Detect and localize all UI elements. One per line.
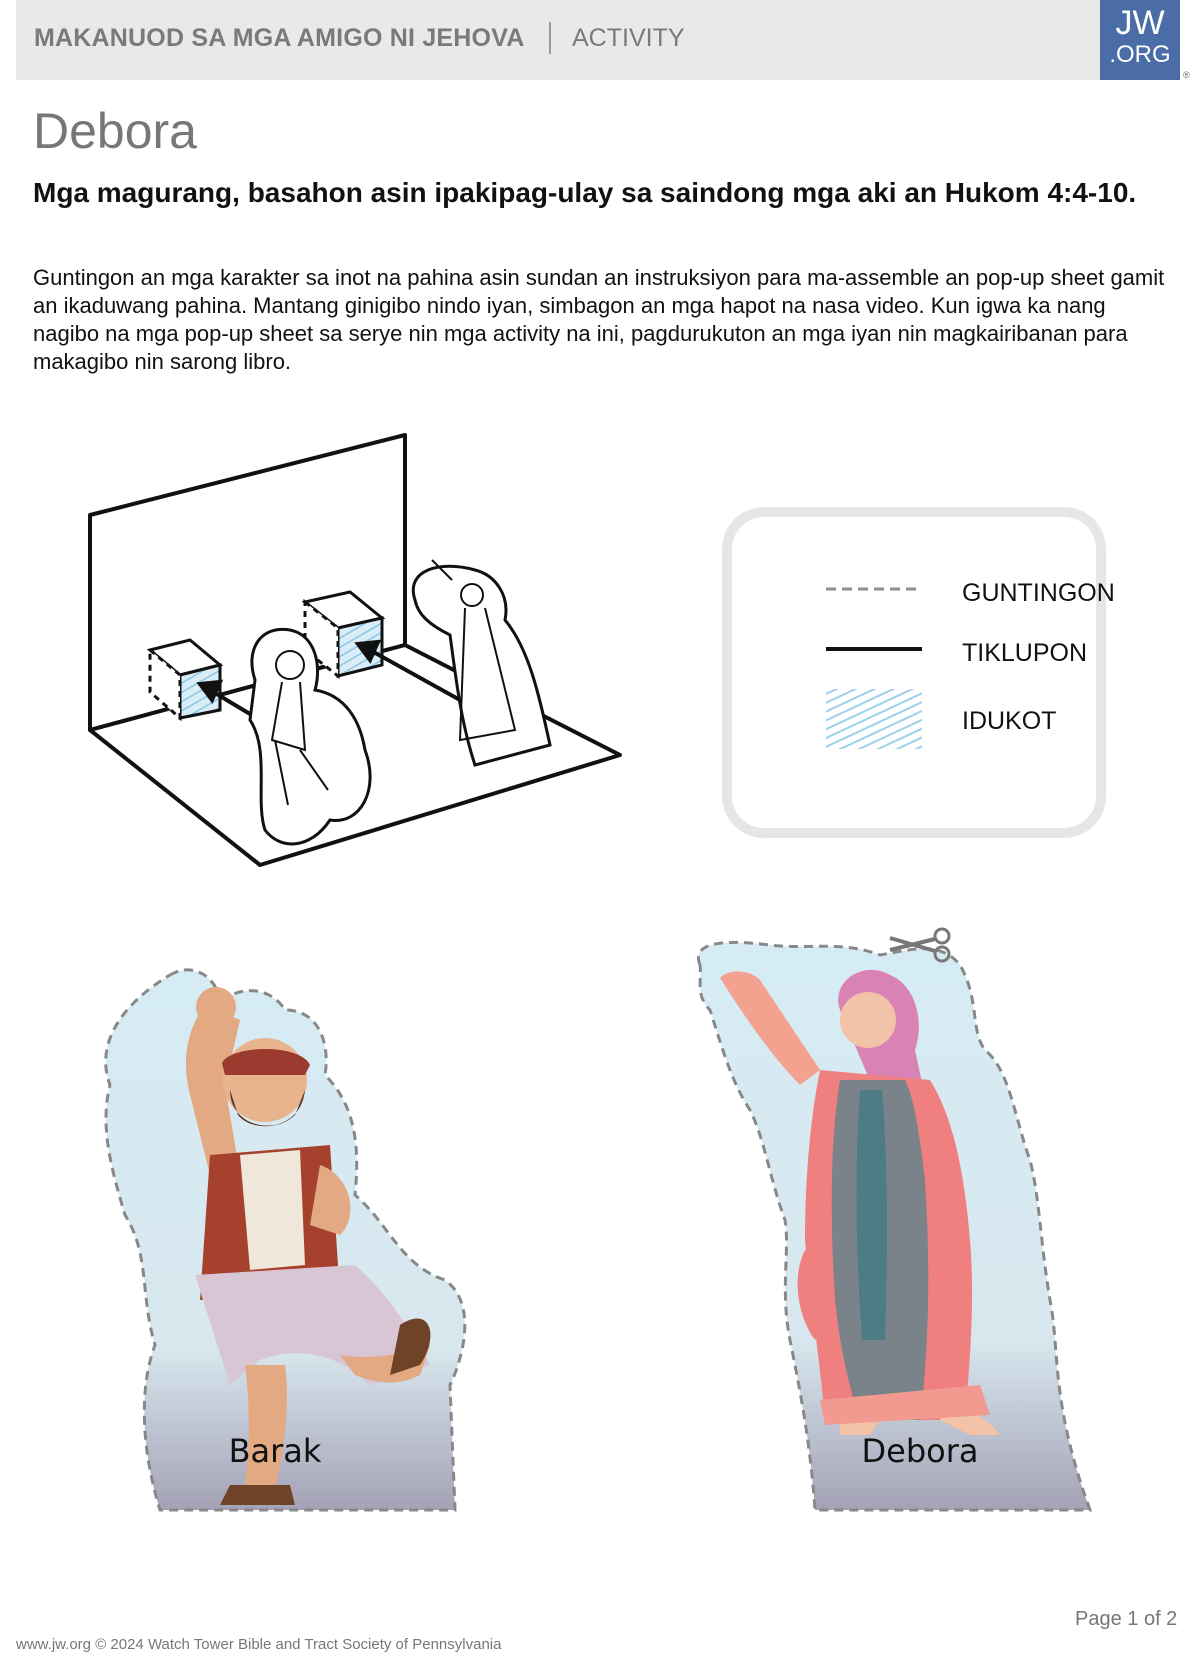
legend-swatches xyxy=(824,579,924,749)
barak-label: Barak xyxy=(228,1432,322,1470)
intro-paragraph: Guntingon an mga karakter sa inot na pahina asin sundan an instruksiyon para ma-assemble an pop-up sheet gamit an ikaduwang pahina. Mantang ginigibo nindo iyan, simbagon an mga hapot na nasa video. Kun igwa ka nang nagibo na mga pop-up sheet sa serye nin mga activity na ini, pagdurukuton an mga iyan nin magkairibanan para makagibo nin sarong libro. xyxy=(33,265,1165,374)
debora-label: Debora xyxy=(861,1432,979,1470)
copyright-footer: www.jw.org © 2024 Watch Tower Bible and Tract Society of Pennsylvania xyxy=(16,1636,502,1653)
page-title: Debora xyxy=(33,103,197,159)
popup-diagram xyxy=(60,420,640,920)
glue-swatch xyxy=(826,689,922,749)
header-bar xyxy=(16,0,1146,80)
registered-mark: ® xyxy=(1183,70,1190,80)
section-label: ACTIVITY xyxy=(572,24,685,52)
page-number: Page 1 of 2 xyxy=(1075,1608,1178,1630)
parent-instruction: Mga magurang, basahon asin ipakipag-ulay sa saindong mga aki an Hukom 4:4-10. xyxy=(33,177,1137,208)
series-title: MAKANUOD SA MGA AMIGO NI JEHOVA xyxy=(34,24,525,52)
debora-cutout xyxy=(690,920,1110,1520)
legend-glue-label: IDUKOT xyxy=(962,707,1057,735)
jw-logo[interactable]: JW .ORG xyxy=(1100,0,1180,80)
legend-cut-label: GUNTINGON xyxy=(962,579,1115,607)
legend-fold-label: TIKLUPON xyxy=(962,639,1088,667)
header-divider xyxy=(549,22,551,54)
legend-box xyxy=(722,507,1115,838)
